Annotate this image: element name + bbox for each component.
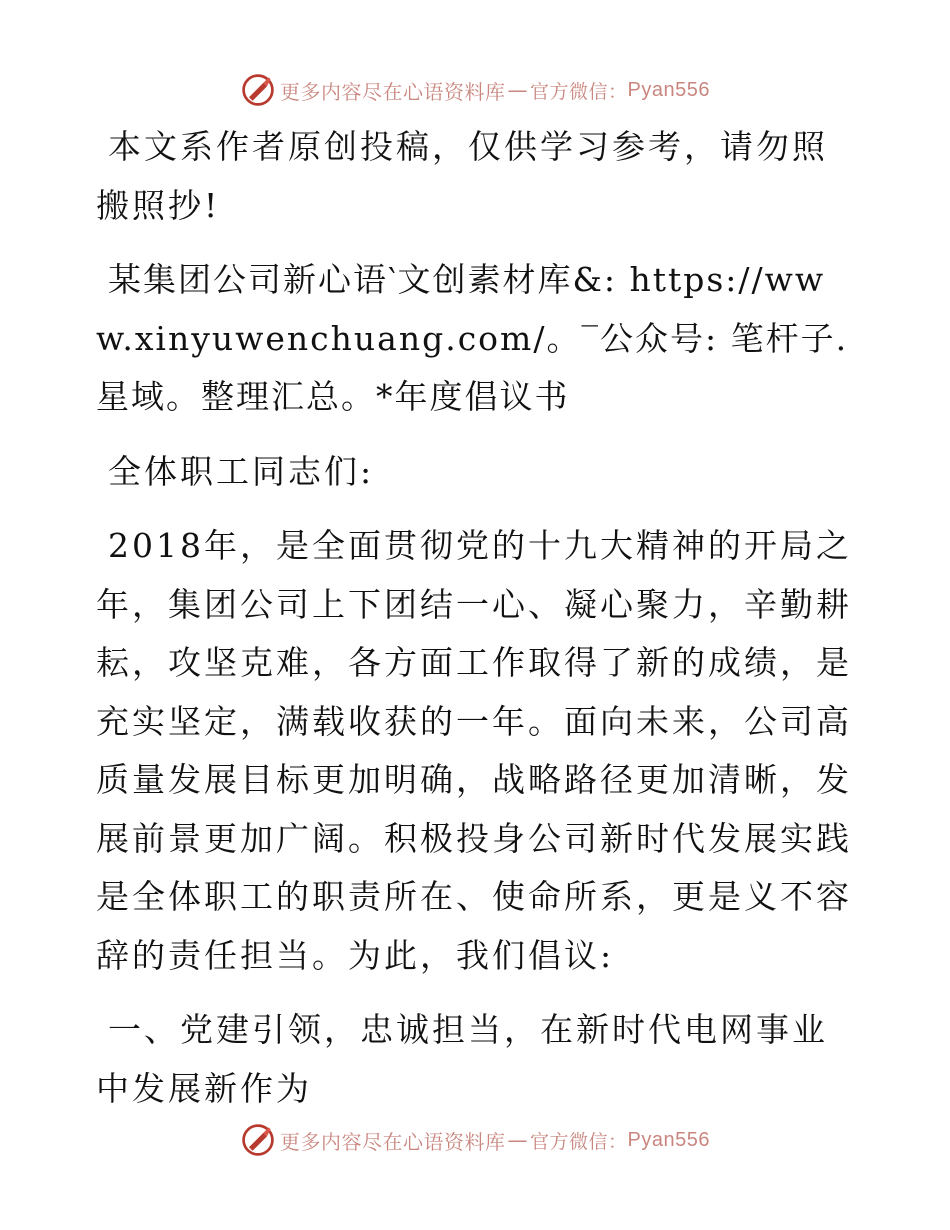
salutation: 全体职工同志们: — [108, 451, 375, 491]
logo-icon — [240, 72, 276, 108]
logo-icon — [240, 1122, 276, 1158]
watermark-brand: 更多内容尽在心语资料库 — [280, 79, 506, 104]
header-watermark — [0, 70, 950, 110]
watermark-separator: — — [507, 1128, 528, 1152]
section-heading: 一、党建引领，忠诚担当，在新时代电网事业中发展新作为 — [96, 1010, 828, 1108]
watermark-brand: 更多内容尽在心语资料库 — [280, 1129, 506, 1154]
watermark-separator: — — [507, 78, 528, 102]
footer-watermark — [0, 1120, 950, 1160]
watermark-wechat-id: Pyan556 — [627, 78, 710, 101]
watermark-wechat-label: 官方微信： — [530, 80, 628, 103]
notice-paragraph: 本文系作者原创投稿，仅供学习参考，请勿照搬照抄! — [96, 127, 828, 225]
document-body — [96, 118, 856, 1134]
body-paragraph: 2018年，是全面贯彻党的十九大精神的开局之年，集团公司上下团结一心、凝心聚力，辛勤耕耘，攻坚克难，各方面工作取得了新的成绩，是充实坚定，满载收获的一年。面向未来，公司高质量发展目标更加明确，战略路径更加清晰，发展前景更加广阔。积极投身公司新时代发展实践是全体职工的职责所在、使命所系，更是义不容辞的责任担当。为此，我们倡议: — [96, 526, 852, 975]
source-paragraph: 某集团公司新心语‵文创素材库&: https://www.xinyuwenchuang.com/。‾公众号: 笔杆子.星域。整理汇总。*年度倡议书 — [96, 260, 849, 416]
watermark-wechat-id: Pyan556 — [627, 1128, 710, 1151]
watermark-wechat-label: 官方微信： — [530, 1130, 628, 1153]
